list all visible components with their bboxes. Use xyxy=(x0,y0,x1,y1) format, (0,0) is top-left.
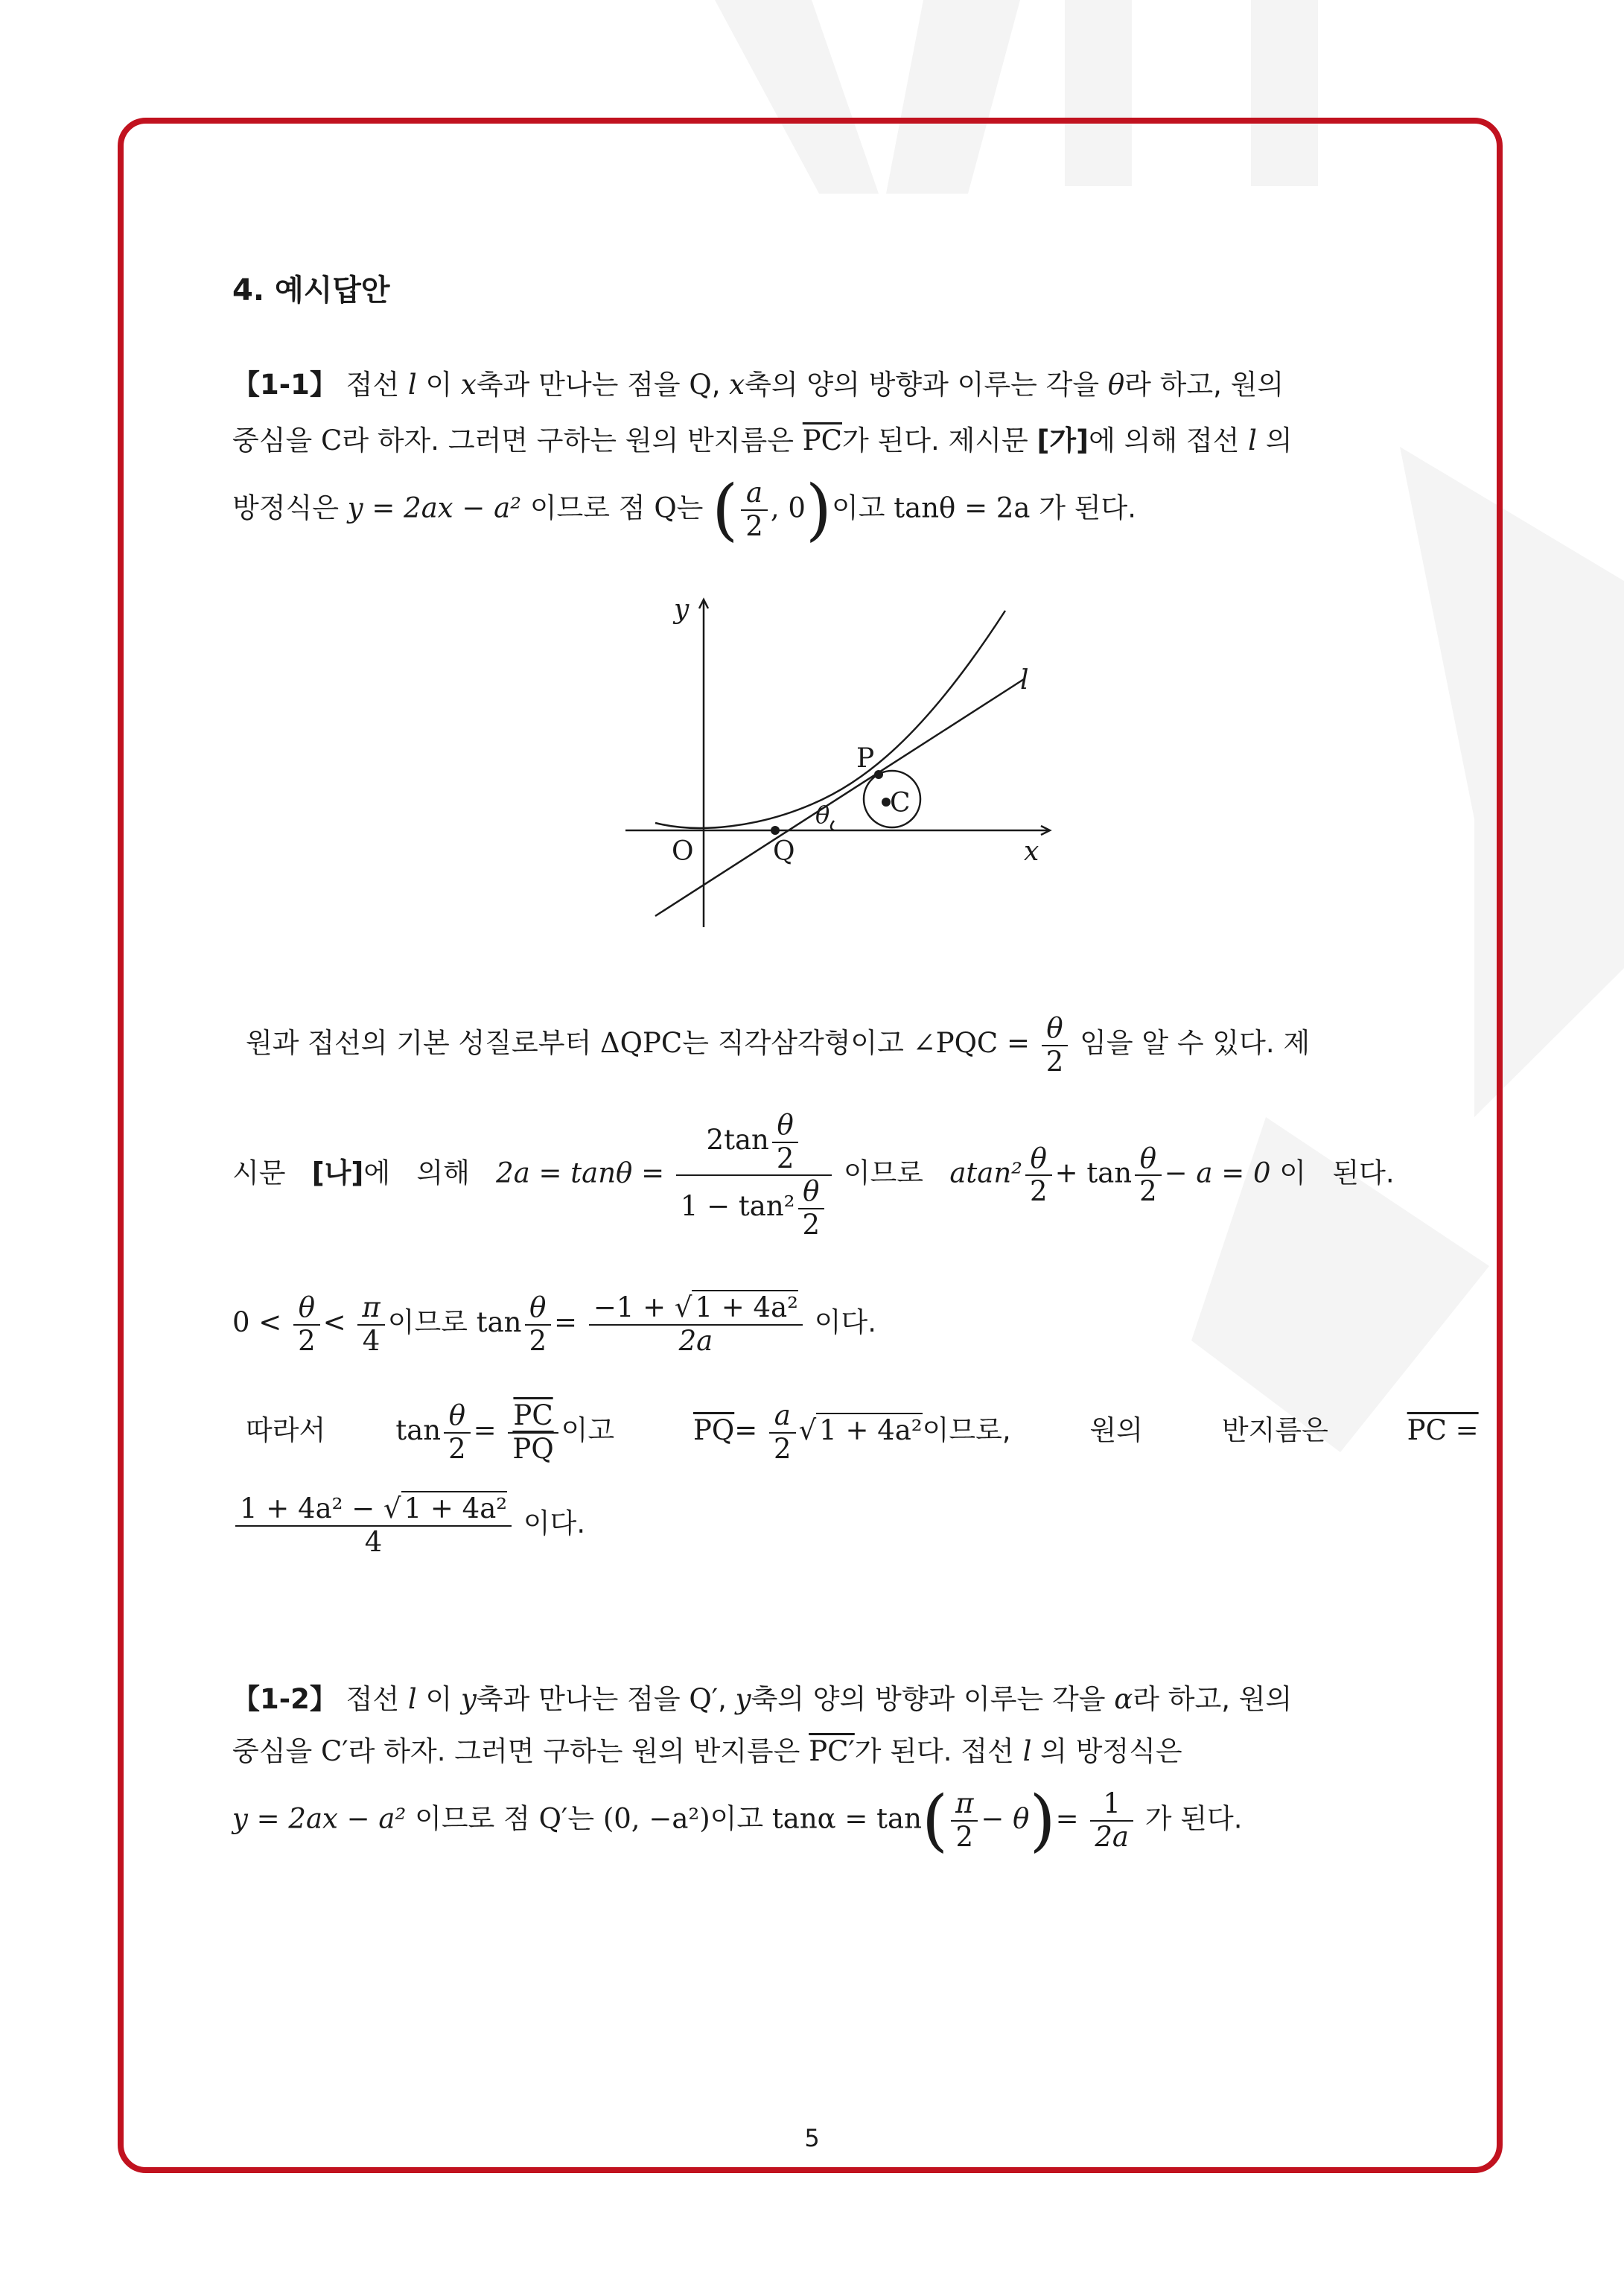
point-P xyxy=(874,770,883,779)
para1-line3: 방정식은 y = 2ax − a² 이므로 점 Q는 ( $\frac{a}{2}$ , 0)이고 tanθ = 2a 가 된다. xyxy=(232,471,1136,549)
x-axis-label: x xyxy=(1024,836,1039,867)
p-label: P xyxy=(856,743,875,774)
parabola-curve xyxy=(655,611,1005,828)
para2-line2: 시문 [나]에 의해 2a = tanθ = 2tan $\frac{\theta}{2}$ 1 − tan² $\frac{\theta}{2}$ 이므로 atan² $\frac{\theta}{2}$ + tan $\frac{\theta}{2}$ − a = 0 이 된다. xyxy=(232,1109,1395,1241)
c-label: C xyxy=(890,788,911,818)
para2-line5: $\frac{\text{1 + 4a² − √ 1 + 4a²}}{4}$ 이다. xyxy=(232,1493,585,1558)
y-axis-label: y xyxy=(674,594,690,625)
para3-line3: y = 2ax − a² 이므로 점 Q′는 (0, −a²)이고 tanα = tan( $\frac{\pi}{2}$ − θ)= $\frac{1}{2a}$ 가 된다. xyxy=(232,1781,1243,1860)
tangent-line-l xyxy=(655,679,1024,916)
theta-arc xyxy=(831,821,834,830)
para3-line1: 【1-2】 접선 l 이 y축과 만나는 점을 Q′, y축의 양의 방향과 이루는 각을 α라 하고, 원의 xyxy=(232,1683,1293,1715)
para2-line4: 따라서 tan $\frac{\theta}{2}$ = $\frac{\overline{PC}}{PQ}$ 이고 $\overline{PQ}=$ $\frac{a}{2}$ √ 1 + 4a²이므로, 원의 반지름은 PC = xyxy=(246,1399,1479,1465)
l-label: l xyxy=(1020,665,1029,696)
q-label: Q xyxy=(773,836,795,867)
page-number: 5 xyxy=(804,2124,820,2152)
section-title: 4. 예시답안 xyxy=(232,273,390,308)
para3-line2: 중심을 C′라 하자. 그러면 구하는 원의 반지름은 PC′가 된다. 접선 l 의 방정식은 xyxy=(232,1735,1182,1767)
para2-line3: 0 < $\frac{\theta}{2}$ < $\frac{\pi}{4}$ 이므로 tan $\frac{\theta}{2}$ = $\frac{\text{−1 + √ 1 + 4a²}}{2a}$ 이다. xyxy=(232,1291,876,1357)
theta-label: θ xyxy=(815,801,830,829)
origin-label: O xyxy=(672,836,694,867)
para2-line1: 원과 접선의 기본 성질로부터 ΔQPC는 직각삼각형이고 ∠PQC = $\frac{\theta}{2}$ 임을 알 수 있다. 제 xyxy=(246,1012,1311,1078)
point-Q xyxy=(771,826,780,835)
para1-line1: 【1-1】 접선 l 이 x축과 만나는 점을 Q, x축의 양의 방향과 이루는 각을 θ라 하고, 원의 xyxy=(232,369,1284,401)
para1-line2: 중심을 C라 하자. 그러면 구하는 원의 반지름은 $\overline{PC}$가 된다. 제시문 [가]에 의해 접선 l 의 xyxy=(232,424,1293,457)
figure-tangent-circle xyxy=(611,588,1057,938)
